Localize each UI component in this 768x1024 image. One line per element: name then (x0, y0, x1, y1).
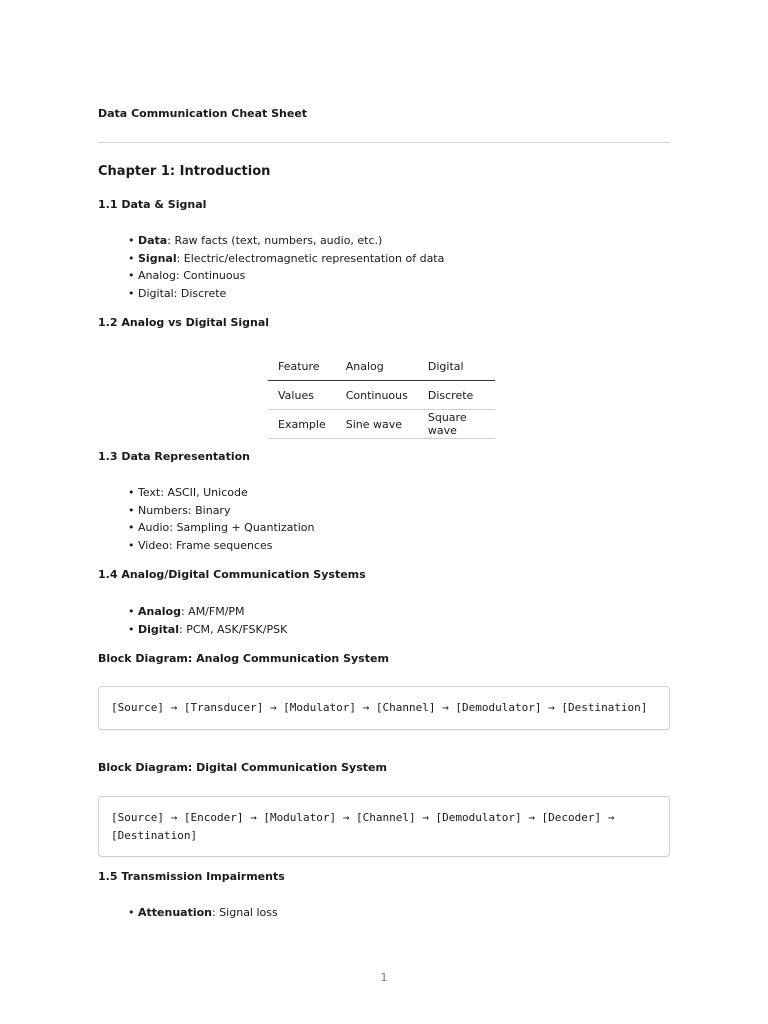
table-cell: Square wave (418, 410, 495, 439)
title-divider (98, 142, 670, 143)
list-item: • Analog: AM/FM/PM (128, 605, 245, 618)
section-1-5-list (128, 904, 278, 922)
table-row (268, 381, 495, 410)
list-item: • Attenuation: Signal loss (128, 906, 278, 919)
section-1-2-heading: 1.2 Analog vs Digital Signal (98, 316, 270, 329)
table-header-cell: Analog (336, 352, 418, 381)
section-1-5-heading: 1.5 Transmission Impairments (98, 870, 285, 883)
list-item: • Analog: Continuous (128, 269, 246, 283)
list-item: • Signal: Electric/electromagnetic representation of data (128, 251, 445, 265)
table-header-row (268, 352, 495, 381)
digital-block-diagram-code: [Source] → [Encoder] → [Modulator] → [Channel] → [Demodulator] → [Decoder] → [Destination] (98, 796, 670, 857)
document-title: Data Communication Cheat Sheet (98, 107, 308, 120)
list-item: • Digital: PCM, ASK/FSK/PSK (128, 622, 288, 636)
table-cell: Discrete (418, 381, 495, 410)
page-number: 1 (380, 971, 388, 984)
list-item: • Data: Raw facts (text, numbers, audio, etc.) (128, 234, 383, 247)
section-1-3-heading: 1.3 Data Representation (98, 450, 251, 463)
analog-vs-digital-table (268, 352, 495, 439)
chapter-1-heading: Chapter 1: Introduction (98, 164, 271, 179)
table-cell: Example (268, 410, 336, 439)
analog-block-diagram-heading: Block Diagram: Analog Communication System (98, 652, 389, 665)
section-1-1-list (128, 232, 444, 302)
table-cell: Values (268, 381, 336, 410)
list-item: • Text: ASCII, Unicode (128, 486, 248, 499)
list-item: • Digital: Discrete (128, 286, 227, 300)
list-item: • Numbers: Binary (128, 503, 231, 517)
table-header-cell: Digital (418, 352, 495, 381)
table-cell: Sine wave (336, 410, 418, 439)
analog-block-diagram-code: [Source] → [Transducer] → [Modulator] → [Channel] → [Demodulator] → [Destination] (98, 686, 670, 730)
section-1-3-list (128, 484, 314, 554)
list-item: • Audio: Sampling + Quantization (128, 521, 315, 535)
list-item: • Video: Frame sequences (128, 538, 273, 552)
digital-block-diagram-heading: Block Diagram: Digital Communication System (98, 761, 387, 774)
table-header-cell: Feature (268, 352, 336, 381)
section-1-4-list (128, 603, 287, 638)
section-1-1-heading: 1.1 Data & Signal (98, 198, 207, 211)
section-1-4-heading: 1.4 Analog/Digital Communication Systems (98, 568, 366, 581)
table-row (268, 410, 495, 439)
table-cell: Continuous (336, 381, 418, 410)
